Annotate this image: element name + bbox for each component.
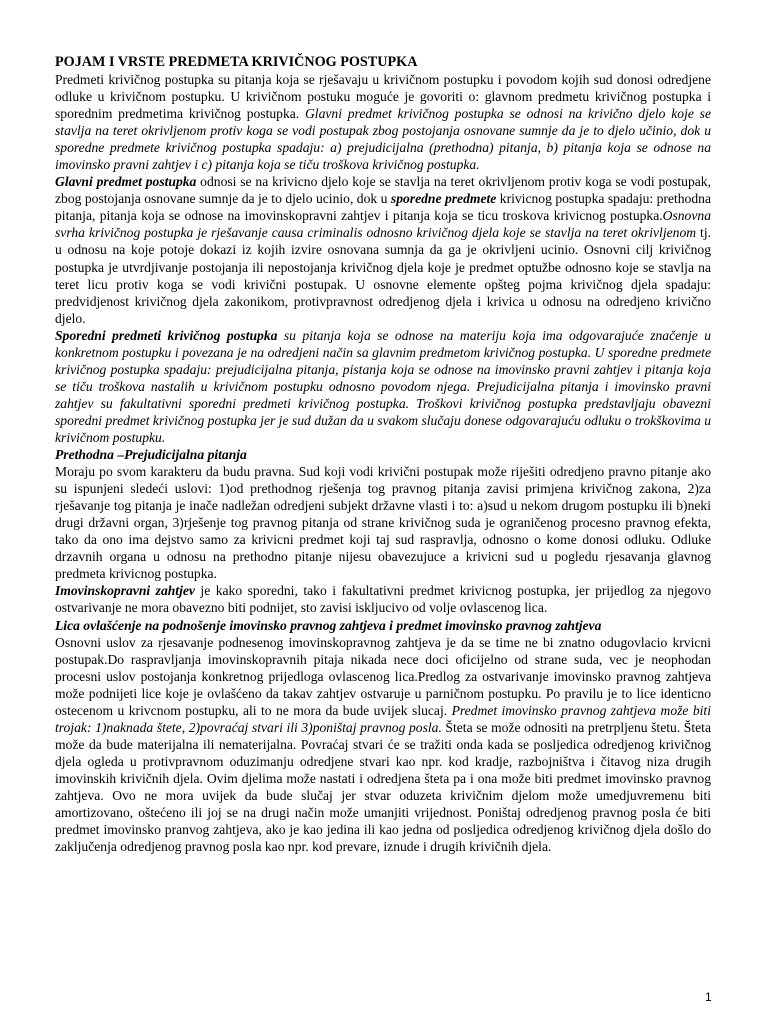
page-title: POJAM I VRSTE PREDMETA KRIVIČNOG POSTUPKA: [55, 54, 418, 70]
property-claim-text: je kako sporedni, tako i fakultativni predmet krivicnog postupka, jer prijedlog za njegovo ostvarivanje ne mora obavezno biti podnijet, sto zavisi iskljucivo od volje ovlascenog lica.: [55, 583, 711, 616]
main-subject-text-e: tj. u odnosu na koje potoje dokazi iz kojih izvire osnovana sumnja da ga je okrivljeni ucinio. Osnovni cilj krivičnog postupka je utvrdjivanje postojanja ili nepostojanja krivičnog djela koje je predmet optužbe odnosno koje se stavlja na teret licu protiv koga se vodi krivični postupak. U osnovne elemente opšteg pojma krivičnog djela spadaju: predvidjenost krivičnog djela zakonikom, protivpravnost odredjenog djela i krivica u odnosu na odredjeno krivično djelo.: [55, 225, 711, 326]
heading-prejudicial: Prethodna –Prejudicijalna pitanja: [55, 447, 247, 463]
main-subject-text-a: odnosi se na krivicno djelo koje se stavlja na teret okrivljenom protiv koga se vodi postupak, zbog postojanja osnovane sumnje da je to djelo ucinio, dok u: [55, 174, 711, 207]
page-number: 1: [705, 990, 712, 1004]
heading-authorized-persons: Lica ovlašćenje na podnošenje imovinsko pravnog zahtjeva i predmet imovinsko pravnog zahtjeva: [55, 617, 602, 633]
intro-italic-text: Glavni predmet krivičnog postupka se odnosi na krivično djelo koje se stavlja na teret okrivljenom protiv koga se vodi postupak zbog postojanja osnovane sumnje da je to djelo učinio, dok u sporedne predmete krivičnog postupka spadaju: a) prejudicijalna (prethodna) pitanja, b) pitanja koja se odnose na imovinsko pravni zahtjev i c) pitanja koja se tiču troškova krivičnog postupka.: [55, 106, 711, 173]
paragraph-authorized-persons: [55, 634, 711, 856]
main-subject-text-c: krivicnog postupka spadaju: prethodna pitanja, pitanja koja se odnose na imovinskopravni zahtjev i pitanja koja se ticu troskova krivicnog postupka.: [55, 191, 711, 224]
authorized-text-a: Osnovni uslov za rjesavanje podnesenog imovinskopravnog zahtjeva je da se time ne bi znatno odugovlacio krvicni postupak.Do raspravljanja imovinskopravnih pitaja nikada nece doci oficijelno od strane suda, vec je neophodan procesni uslov postojanja konkretnog prijedloga ovlascenog lica.Predlog za ostvarivanje imovinsko pravnog zahtjeva može podnijeti lice koje je ovlašćeno da takav zahtjev ostvaruje u parničnom postupku. Po pravilu je to lice identicno ostecenom u krivcnom postupku, ali to ne mora da bude uvijek slucaj.: [55, 634, 711, 718]
authorized-text-c: Šteta se može odnositi na pretrpljenu štetu. Šteta može da bude materijalna ili nematerijalna. Povraćaj stvari će se tražiti onda kada se posljedica odredjenog krivičnog djela ogleda u protivpravnom oduzimanju odredjene stvari kao npr. kod kradje, razbojništva i čitavog niza drugih imovinskih krivičnih djela. Ovim djelima može nastati i odredjena šteta pa i ona može biti predmet imovinsko pravnog zahtjeva. Ovo ne mora uvijek da bude slučaj jer stvar oduzeta krivičnim djelom može umedjuvremenu biti amortizovano, oštećeno ili joj se na drugi način može umanjiti vrijednost. Poništaj odredjenog pravnog posla će biti predmet imovinsko pranvog zahtjeva, ako je kao jedina ili kao jedna od posljedica odredjenog krivičnog djela došlo do zaključenja odredjenog pravnog posla kao npr. kod prevare, iznude i drugih krivičnih djela.: [55, 719, 711, 855]
side-subjects-text: su pitanja koja se odnose na materiju koja ima odgovarajuće značenje u konkretnom postupku i povezana je na odredjeni način sa glavnim predmetom krivičnog postupka. U sporedne predmete krivičnog postupka spadaju: prejudicijalna pitanja, pistanja koja se odnose na imovinsko pravni zahtjev i pitanja koja se tiču troškova nastalih u krivičnom postupku odnosno povodom njega. Prejudicijalna pitanja i imovinsko pravni zahtjev su fakultativni sporedni predmeti krivičnog postupka. Troškovi krivičnog postupka predstavljaju obavezni sporedni predmet krivičnog postupka jer je sud dužan da u svakom slučaju donese odgovarajuću odluku o trokškovima u krivičnom postupku.: [55, 327, 711, 445]
property-claim-lead: Imovinskopravni zahtjev: [55, 583, 195, 599]
document-page: [55, 54, 711, 855]
main-subject-lead: Glavni predmet postupka: [55, 174, 197, 190]
paragraph-intro: [55, 71, 711, 173]
main-subject-emphasis: sporedne predmete: [390, 191, 497, 207]
side-subjects-lead: Sporedni predmeti krivičnog postupka: [55, 327, 278, 343]
main-subject-italic: Osnovna svrha krivičnog postupka je rješavanje causa criminalis odnosno krivičnog djela koje se stavlja na teret okrivljenom: [55, 208, 711, 241]
authorized-italic: Predmet imovinsko pravnog zahtjeva može biti trojak: 1)naknada štete, 2)povraćaj stvari ili 3)poništaj pravnog posla.: [55, 702, 711, 735]
paragraph-property-claim: [55, 582, 711, 616]
paragraph-side-subjects: [55, 327, 711, 446]
paragraph-main-subject: [55, 173, 711, 326]
paragraph-prejudicial: Moraju po svom karakteru da budu pravna. Sud koji vodi krivični postupak može riješiti odredjeno pravno pitanje ako su ispunjeni sledeći uslovi: 1)od prethodnog rješenja tog pravnog pitanja zavisi primjena krivičnog zakona, 2)za rješavanje tog pitanja je inače nadležan odredjeni subjekt državne vlasti i to: a)sud u nekom drugom postupku ili b)neki drugi državni organ, 3)rješenje tog pravnog pitanja od strane krivičnog suda je ograničenog procesno pravnog efekta, tako da ono ima dejstvo samo za krivicni predmet koji taj sud raspravlja, odnosno o kome donosi odluku. Odluke drzavnih organa u odnosu na prethodno pitanje nijesu obavezujuce a krivicni sud u pogledu rjesavanja glavnog predmeta krivicnog postupka.: [55, 464, 711, 582]
intro-text: Predmeti krivičnog postupka su pitanja koja se rješavaju u krivičnom postupku i povodom kojih sud donosi odredjene odluke u krivičnom postupku. U krivičnom postuku moguće je govoriti o: glavnom predmetu krivičnog postupka i sporednim predmetima krivičnog postupka.: [55, 72, 711, 122]
